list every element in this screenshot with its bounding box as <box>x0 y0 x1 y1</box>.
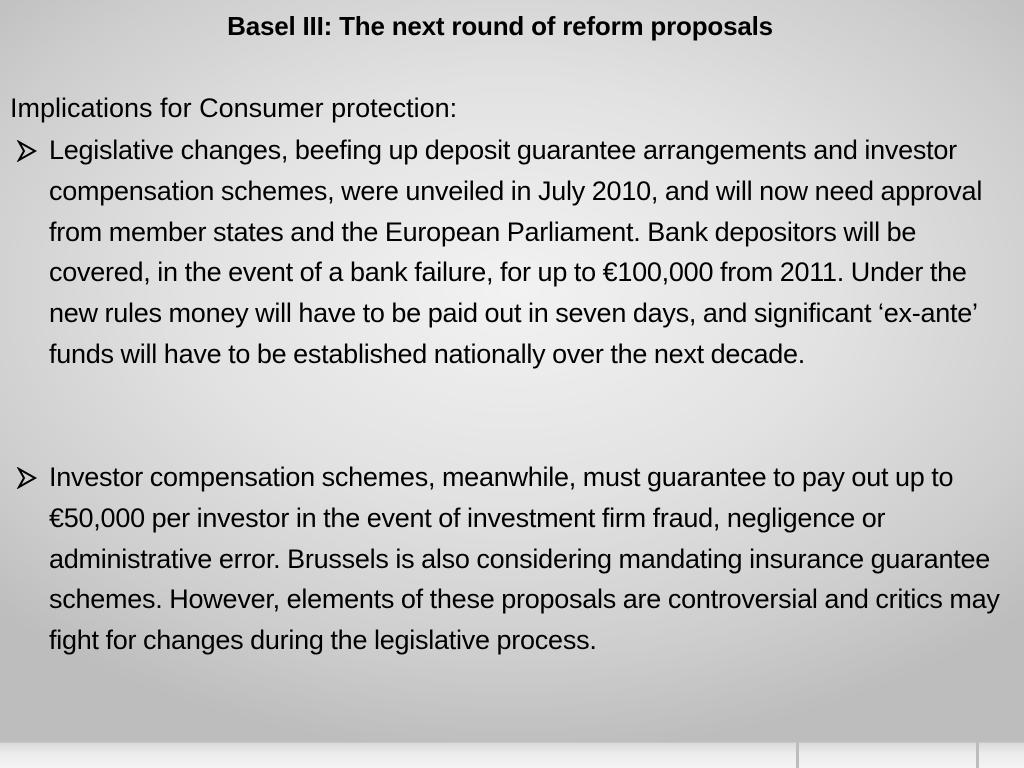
arrow-bullet-icon <box>16 467 38 489</box>
arrow-bullet-icon <box>16 140 38 162</box>
slide-title: Basel III: The next round of reform proposals <box>227 11 773 41</box>
footer-divider <box>976 742 979 768</box>
slide-subheading: Implications for Consumer protection: <box>10 93 458 123</box>
bullet-text: Legislative changes, beefing up deposit guarantee arrangements and investor compensation schemes, were unveiled in July 2010, and will now need approval from member states and the European Parliament. Bank depositors will be covered, in the event of a bank failure, for up to €100,000 from 2011. Under the new rules money will have to be paid out in seven days, and significant ‘ex-ante’ funds will have to be established nationally over the next decade. <box>49 135 983 369</box>
footer-bar <box>0 742 1024 768</box>
bullet-item <box>10 130 1006 375</box>
footer-divider <box>796 742 799 768</box>
bullet-item <box>10 457 1006 661</box>
bullet-text: Investor compensation schemes, meanwhile, must guarantee to pay out up to €50,000 per investor in the event of investment firm fraud, negligence or administrative error. Brussels is also considering mandating insurance guarantee schemes. However, elements of these proposals are controversial and critics may fight for changes during the legislative process. <box>49 462 1000 656</box>
